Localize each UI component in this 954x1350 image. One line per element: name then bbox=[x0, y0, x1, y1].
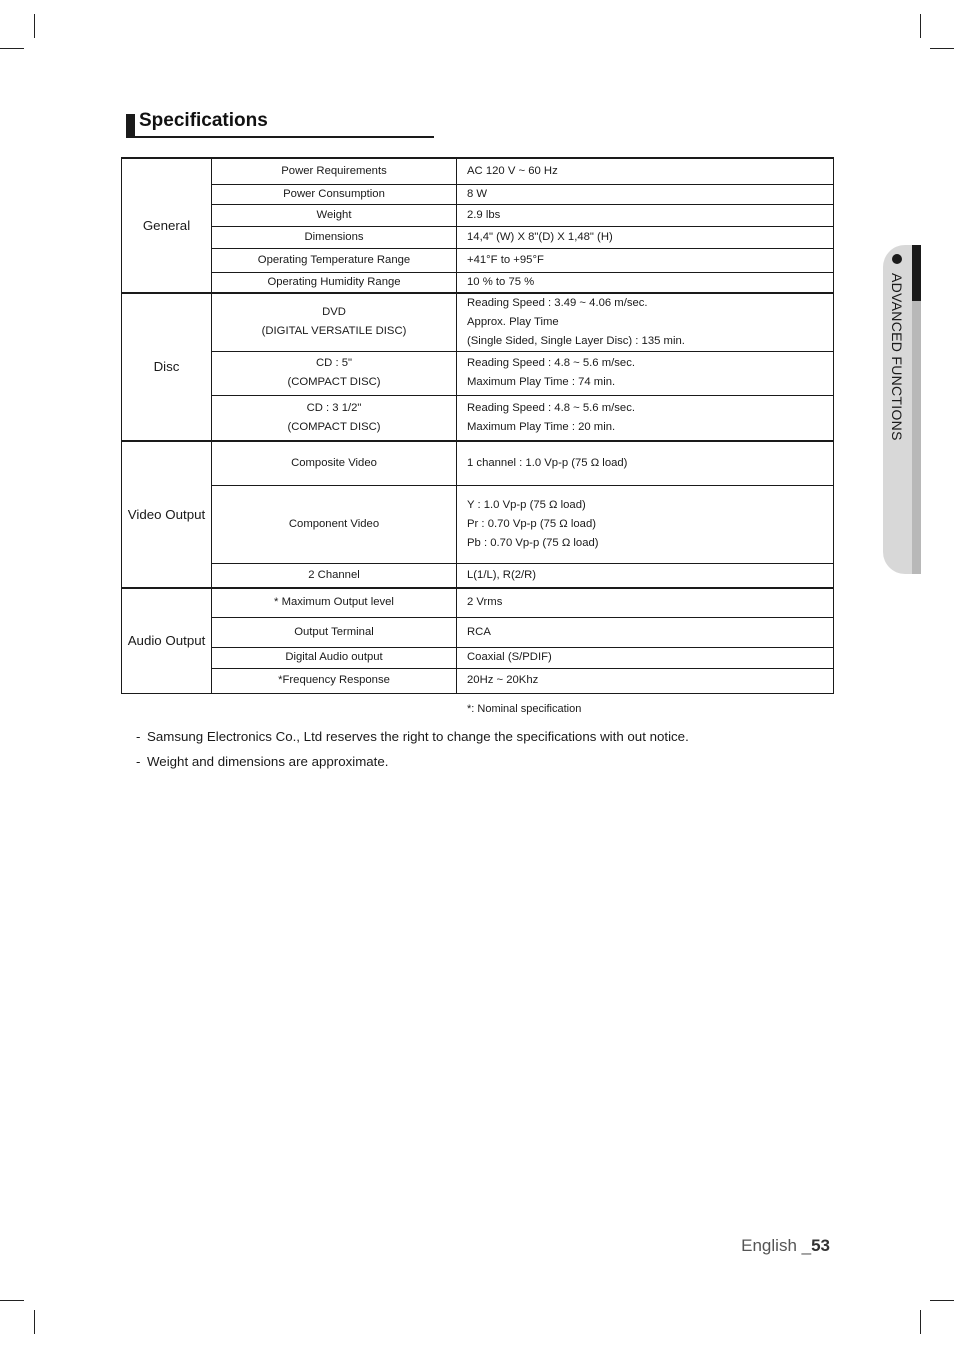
spec-item-label: Power Consumption bbox=[283, 187, 385, 200]
spec-item-cell bbox=[212, 563, 457, 588]
spec-item-label: (DIGITAL VERSATILE DISC) bbox=[261, 325, 407, 337]
spec-value-cell bbox=[457, 485, 834, 563]
spec-item-cell bbox=[212, 351, 457, 395]
spec-value-text: +41°F to +95°F bbox=[467, 253, 544, 266]
category-cell: Audio Output bbox=[122, 588, 212, 693]
note-item bbox=[136, 753, 689, 778]
spec-value-cell bbox=[457, 617, 834, 647]
spec-value-text: 1 channel : 1.0 Vp-p (75 Ω load) bbox=[467, 456, 628, 469]
footer-language: English _ bbox=[741, 1236, 812, 1255]
note-bullet: - bbox=[136, 754, 141, 769]
spec-item-label: Component Video bbox=[288, 517, 380, 530]
section-heading bbox=[126, 110, 434, 138]
table-row bbox=[122, 395, 834, 441]
table-row bbox=[122, 485, 834, 563]
spec-value-cell bbox=[457, 226, 834, 248]
note-bullet: - bbox=[136, 729, 141, 744]
table-row bbox=[122, 248, 834, 272]
spec-item-label: 2 Channel bbox=[308, 568, 360, 581]
spec-value-cell bbox=[457, 647, 834, 668]
spec-item-cell bbox=[212, 158, 457, 184]
table-row bbox=[122, 158, 834, 184]
side-tab-marker bbox=[912, 245, 921, 301]
spec-value-cell bbox=[457, 248, 834, 272]
note-item bbox=[136, 728, 689, 753]
table-row bbox=[122, 293, 834, 352]
spec-value-text: Coaxial (S/PDIF) bbox=[467, 651, 552, 663]
spec-item-label: Output Terminal bbox=[294, 625, 374, 638]
table-row bbox=[122, 563, 834, 588]
spec-value-cell bbox=[457, 395, 834, 441]
spec-value-cell bbox=[457, 158, 834, 184]
spec-value-text: 20Hz ~ 20Khz bbox=[467, 674, 539, 686]
spec-item-cell bbox=[212, 184, 457, 204]
spec-value-cell bbox=[457, 204, 834, 226]
spec-value-text: 2 Vrms bbox=[467, 596, 503, 609]
spec-value-cell bbox=[457, 184, 834, 204]
spec-value-cell bbox=[457, 588, 834, 617]
table-row bbox=[122, 617, 834, 647]
spec-value-text: Maximum Play Time : 20 min. bbox=[467, 420, 616, 433]
table-row bbox=[122, 588, 834, 617]
spec-value-cell bbox=[457, 351, 834, 395]
spec-item-label: Power Requirements bbox=[281, 164, 387, 177]
crop-mark bbox=[34, 14, 35, 38]
heading-marker bbox=[126, 114, 135, 136]
crop-mark bbox=[0, 48, 24, 49]
spec-value-cell bbox=[457, 293, 834, 352]
category-cell: Disc bbox=[122, 293, 212, 442]
spec-item-cell bbox=[212, 293, 457, 352]
spec-value-text: (Single Sided, Single Layer Disc) : 135 min. bbox=[467, 334, 685, 347]
note-text: Samsung Electronics Co., Ltd reserves the right to change the specifications with out notice. bbox=[147, 729, 689, 744]
spec-item-cell bbox=[212, 204, 457, 226]
spec-item-label: Operating Temperature Range bbox=[257, 253, 411, 266]
spec-item-cell bbox=[212, 588, 457, 617]
spec-item-label: * Maximum Output level bbox=[274, 596, 394, 609]
footnote: *: Nominal specification bbox=[467, 703, 582, 715]
page-number: 53 bbox=[811, 1236, 830, 1255]
table-row bbox=[122, 184, 834, 204]
crop-mark bbox=[920, 14, 921, 38]
crop-mark bbox=[0, 1300, 24, 1301]
crop-mark bbox=[930, 48, 954, 49]
spec-item-label: (COMPACT DISC) bbox=[287, 420, 381, 433]
spec-item-label: Digital Audio output bbox=[285, 651, 383, 663]
category-cell: General bbox=[122, 158, 212, 293]
specifications-table bbox=[121, 157, 834, 694]
spec-item-cell bbox=[212, 441, 457, 485]
spec-item-label: *Frequency Response bbox=[278, 674, 390, 686]
spec-item-cell bbox=[212, 485, 457, 563]
chapter-side-tab bbox=[883, 245, 921, 574]
spec-value-cell bbox=[457, 563, 834, 588]
spec-item-label: Weight bbox=[316, 208, 352, 221]
spec-value-text: Pr : 0.70 Vp-p (75 Ω load) bbox=[467, 517, 597, 530]
spec-value-text: L(1/L), R(2/R) bbox=[467, 568, 537, 581]
spec-value-cell bbox=[457, 441, 834, 485]
spec-item-label: CD : 3 1/2" bbox=[306, 401, 362, 414]
spec-value-text: 10 % to 75 % bbox=[467, 275, 535, 288]
spec-item-cell bbox=[212, 395, 457, 441]
spec-item-cell bbox=[212, 668, 457, 693]
note-text: Weight and dimensions are approximate. bbox=[147, 754, 389, 769]
spec-item-label: (COMPACT DISC) bbox=[287, 376, 381, 388]
notes-list bbox=[136, 728, 689, 778]
spec-item-cell bbox=[212, 248, 457, 272]
crop-mark bbox=[930, 1300, 954, 1301]
chapter-label: ADVANCED FUNCTIONS bbox=[889, 273, 905, 441]
spec-item-cell bbox=[212, 617, 457, 647]
spec-item-label: CD : 5" bbox=[315, 357, 353, 369]
spec-item-cell bbox=[212, 272, 457, 293]
spec-value-text: Pb : 0.70 Vp-p (75 Ω load) bbox=[467, 536, 599, 549]
spec-value-text: 14,4" (W) X 8"(D) X 1,48" (H) bbox=[467, 230, 613, 243]
spec-value-text: 8 W bbox=[467, 187, 488, 200]
spec-value-cell bbox=[457, 272, 834, 293]
table-row bbox=[122, 441, 834, 485]
table-row bbox=[122, 204, 834, 226]
spec-value-text: 2.9 lbs bbox=[467, 208, 501, 221]
spec-value-text: Y : 1.0 Vp-p (75 Ω load) bbox=[467, 498, 586, 511]
table-row bbox=[122, 351, 834, 395]
table-row bbox=[122, 668, 834, 693]
table-row bbox=[122, 226, 834, 248]
spec-value-text: Maximum Play Time : 74 min. bbox=[467, 376, 616, 388]
spec-value-text: Reading Speed : 4.8 ~ 5.6 m/sec. bbox=[467, 357, 635, 369]
spec-item-label: DVD bbox=[322, 306, 346, 318]
spec-item-label: Dimensions bbox=[304, 230, 364, 243]
spec-item-cell bbox=[212, 647, 457, 668]
spec-value-text: AC 120 V ~ 60 Hz bbox=[467, 164, 558, 177]
spec-item-label: Composite Video bbox=[291, 456, 377, 469]
crop-mark bbox=[920, 1310, 921, 1334]
spec-value-text: Reading Speed : 4.8 ~ 5.6 m/sec. bbox=[467, 401, 635, 414]
spec-value-text: RCA bbox=[467, 625, 491, 638]
crop-mark bbox=[34, 1310, 35, 1334]
category-cell: Video Output bbox=[122, 441, 212, 588]
table-row bbox=[122, 647, 834, 668]
bullet-dot-icon bbox=[892, 254, 902, 264]
page-title: Specifications bbox=[139, 110, 268, 131]
spec-value-text: Reading Speed : 3.49 ~ 4.06 m/sec. bbox=[467, 296, 648, 309]
table-row bbox=[122, 272, 834, 293]
spec-item-label: Operating Humidity Range bbox=[267, 275, 401, 288]
spec-item-cell bbox=[212, 226, 457, 248]
spec-value-cell bbox=[457, 668, 834, 693]
page-footer bbox=[741, 1236, 830, 1256]
spec-value-text: Approx. Play Time bbox=[467, 315, 559, 328]
